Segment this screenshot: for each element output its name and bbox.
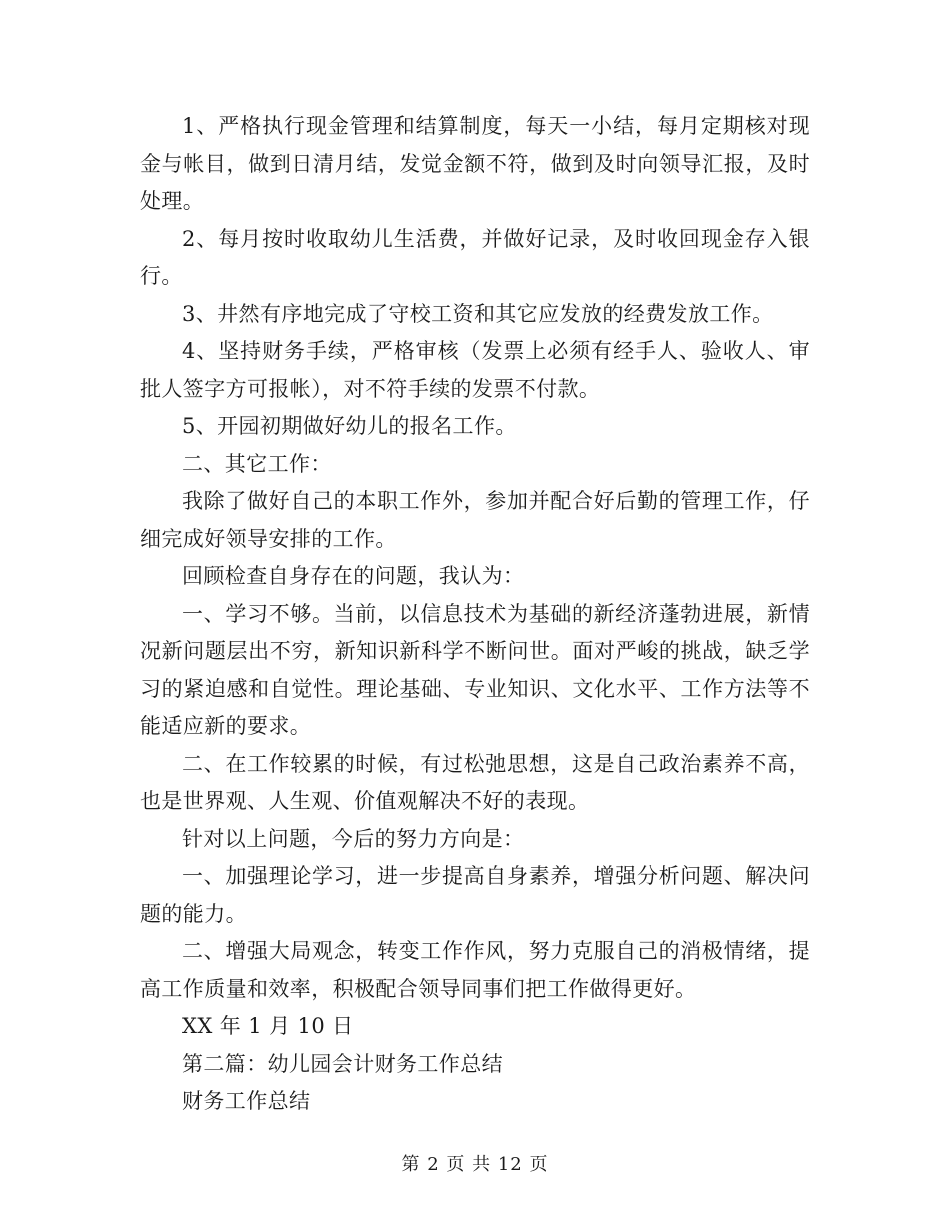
paragraph-5: 5、开园初期做好幼儿的报名工作。 — [182, 414, 517, 438]
page-number-footer: 第 2 页 共 12 页 — [401, 1154, 549, 1175]
document-date: XX 年 1 月 10 日 — [182, 1014, 354, 1038]
paragraph-3: 3、井然有序地完成了守校工资和其它应发放的经费发放工作。 — [182, 301, 774, 326]
document-body — [140, 108, 810, 1121]
paragraph-other-work: 我除了做好自己的本职工作外，参加并配合好后勤的管理工作，仔细完成好领导安排的工作。 — [140, 489, 810, 551]
paragraph-direction-2: 二、增强大局观念，转变工作作风，努力克服自己的消极情绪，提高工作质量和效率，积极配合领导同事们把工作做得更好。 — [140, 939, 810, 1001]
paragraph-4: 4、坚持财务手续，严格审核（发票上必须有经手人、验收人、审批人签字方可报帐），对不符手续的发票不付款。 — [140, 339, 810, 401]
paragraph-problem-1: 一、学习不够。当前，以信息技术为基础的新经济蓬勃进展，新情况新问题层出不穷，新知识新科学不断问世。面对严峻的挑战，缺乏学习的紧迫感和自觉性。理论基础、专业知识、文化水平、工作方法等不能适应新的要求。 — [140, 601, 810, 738]
paragraph-direction-intro: 针对以上问题，今后的努力方向是： — [182, 826, 525, 851]
paragraph-2: 2、每月按时收取幼儿生活费，并做好记录，及时收回现金存入银行。 — [140, 226, 810, 288]
paragraph-direction-1: 一、加强理论学习，进一步提高自身素养，增强分析问题、解决问题的能力。 — [140, 864, 810, 926]
section-title-part-two: 第二篇：幼儿园会计财务工作总结 — [182, 1051, 503, 1076]
section-heading-other-work: 二、其它工作： — [182, 451, 332, 476]
section-subtitle-finance-summary: 财务工作总结 — [182, 1089, 311, 1113]
paragraph-review-intro: 回顾检查自身存在的问题，我认为： — [182, 564, 525, 588]
paragraph-1: 1、严格执行现金管理和结算制度，每天一小结，每月定期核对现金与帐目，做到日清月结，发觉金额不符，做到及时向领导汇报，及时处理。 — [140, 114, 810, 213]
paragraph-problem-2: 二、在工作较累的时候，有过松弛思想，这是自己政治素养不高，也是世界观、人生观、价值观解决不好的表现。 — [140, 751, 810, 813]
